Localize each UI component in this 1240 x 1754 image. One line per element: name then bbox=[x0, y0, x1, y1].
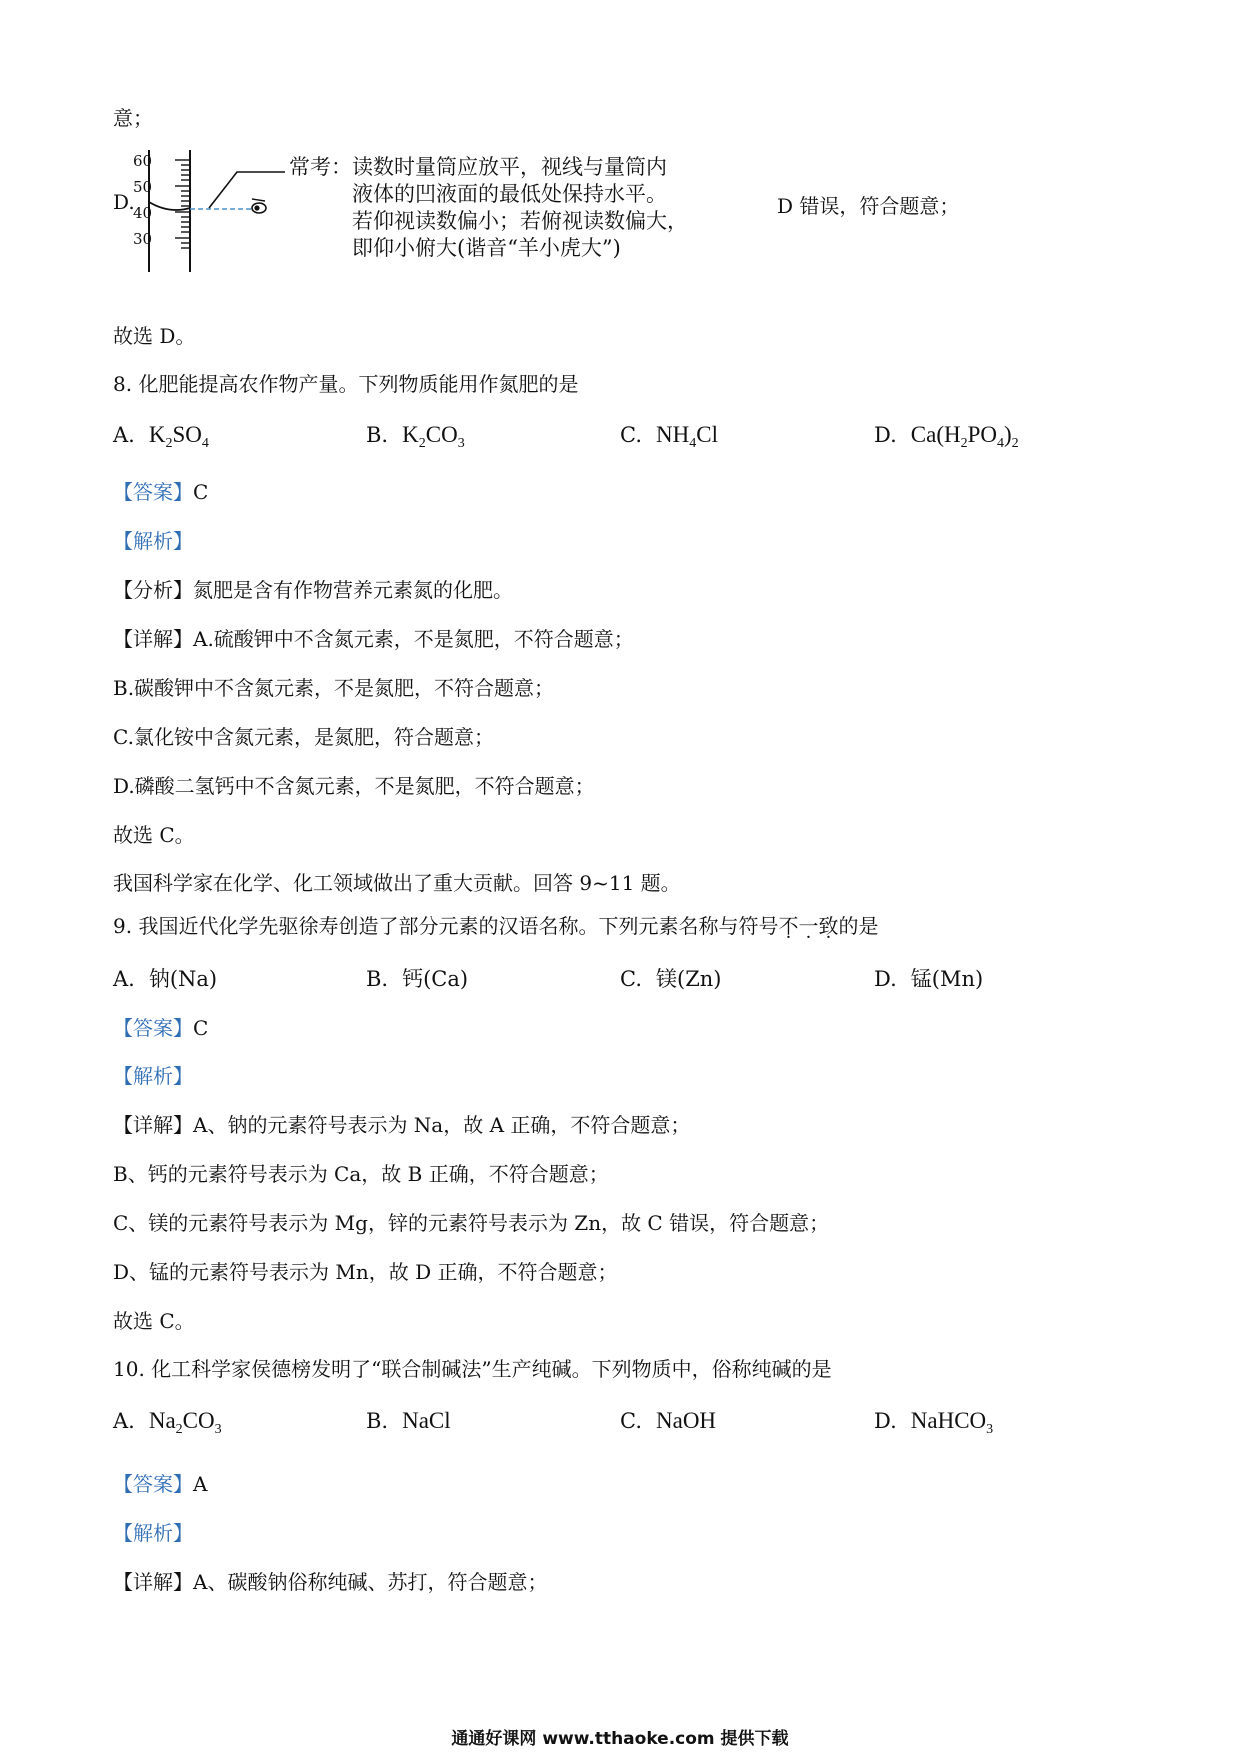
detail-line: C、镁的元素符号表示为 Mg，锌的元素符号表示为 Zn，故 C 错误，符合题意； bbox=[113, 1211, 830, 1235]
q8-option-d: D. $Ca(H_2PO_4)_2$ bbox=[874, 422, 1019, 451]
formula: $K_2SO_4$ bbox=[148, 422, 209, 451]
detail-line: 【详解】A、钠的元素符号表示为 Na，故 A 正确，不符合题意； bbox=[113, 1113, 691, 1137]
analysis-heading: 【解析】 bbox=[113, 1521, 193, 1545]
note-line: 液体的凹液面的最低处保持水平。 bbox=[352, 182, 667, 206]
cylinder-figure bbox=[113, 150, 1013, 300]
scale-label-40: 40 bbox=[133, 204, 153, 222]
q9-option-a: A. 钠(Na) bbox=[113, 967, 218, 991]
q8-option-b: B. $K_2CO_3$ bbox=[366, 422, 465, 451]
detail-line: D、锰的元素符号表示为 Mn，故 D 正确，不符合题意； bbox=[113, 1260, 618, 1284]
answer-line: 【答案】C bbox=[113, 1016, 209, 1040]
scale-label-50: 50 bbox=[133, 178, 153, 196]
q10-option-a: A. $Na_2CO_3$ bbox=[113, 1408, 222, 1437]
q10-option-b: B. NaCl bbox=[366, 1408, 451, 1433]
detail-line: B.碳酸钾中不含氮元素，不是氮肥，不符合题意； bbox=[113, 676, 555, 700]
verdict-text: D 错误，符合题意； bbox=[777, 194, 960, 218]
q9-option-c: C. 镁(Zn) bbox=[620, 967, 722, 991]
answer-line: 【答案】C bbox=[113, 480, 209, 504]
note-line: 即仰小俯大(谐音“羊小虎大”) bbox=[352, 236, 621, 260]
answer-line: 【答案】A bbox=[113, 1472, 208, 1496]
detail-line: B、钙的元素符号表示为 Ca，故 B 正确，不符合题意； bbox=[113, 1162, 609, 1186]
note-line: 若仰视读数偏小；若俯视读数偏大， bbox=[352, 209, 688, 233]
detail-line: 【详解】A.硫酸钾中不含氮元素，不是氮肥，不符合题意； bbox=[113, 627, 634, 651]
detail-line: D.磷酸二氢钙中不含氮元素，不是氮肥，不符合题意； bbox=[113, 774, 595, 798]
q9-option-d: D. 锰(Mn) bbox=[874, 967, 984, 991]
analysis-heading: 【解析】 bbox=[113, 529, 193, 553]
question-8-stem: 8. 化肥能提高农作物产量。下列物质能用作氮肥的是 bbox=[113, 372, 579, 396]
formula: NaCl bbox=[402, 1408, 451, 1433]
formula: $K_2CO_3$ bbox=[402, 422, 465, 451]
text-line: 意； bbox=[113, 106, 153, 130]
conclusion: 故选 C。 bbox=[113, 823, 195, 847]
formula: $Na_2CO_3$ bbox=[148, 1408, 222, 1437]
q10-option-c: C. NaOH bbox=[620, 1408, 717, 1433]
conclusion: 故选 D。 bbox=[113, 324, 196, 348]
q10-option-d: D. NaHCO$_3$ bbox=[874, 1408, 994, 1437]
formula: $Ca(H_2PO_4)_2$ bbox=[910, 422, 1019, 451]
analysis-text: 【分析】氮肥是含有作物营养元素氮的化肥。 bbox=[113, 578, 513, 602]
section-intro: 我国科学家在化学、化工领域做出了重大贡献。回答 9~11 题。 bbox=[113, 871, 681, 895]
reading-note bbox=[289, 154, 688, 262]
q8-option-c: C. $NH_4Cl$ bbox=[620, 422, 718, 451]
formula: $NH_4Cl$ bbox=[656, 422, 718, 451]
question-10-stem: 10. 化工科学家侯德榜发明了“联合制碱法”生产纯碱。下列物质中，俗称纯碱的是 bbox=[113, 1357, 832, 1381]
formula: NaHCO$_3$ bbox=[910, 1408, 994, 1437]
q8-option-a: A. $K_2SO_4$ bbox=[113, 422, 209, 451]
note-line: 常考：读数时量筒应放平，视线与量筒内 bbox=[289, 155, 667, 179]
conclusion: 故选 C。 bbox=[113, 1309, 195, 1333]
formula: NaOH bbox=[656, 1408, 717, 1433]
question-9-stem: 9. 我国近代化学先驱徐寿创造了部分元素的汉语名称。下列元素名称与符号不一致的是 bbox=[113, 914, 879, 938]
q9-option-b: B. 钙(Ca) bbox=[366, 967, 469, 991]
scale-label-60: 60 bbox=[133, 152, 153, 170]
page-footer: 通通好课网 www.tthaoke.com 提供下载 bbox=[451, 1729, 789, 1749]
option-label: D. bbox=[113, 190, 135, 214]
detail-line: C.氯化铵中含氮元素，是氮肥，符合题意； bbox=[113, 725, 494, 749]
analysis-heading: 【解析】 bbox=[113, 1064, 193, 1088]
detail-line: 【详解】A、碳酸钠俗称纯碱、苏打，符合题意； bbox=[113, 1570, 548, 1594]
scale-label-30: 30 bbox=[133, 230, 153, 248]
